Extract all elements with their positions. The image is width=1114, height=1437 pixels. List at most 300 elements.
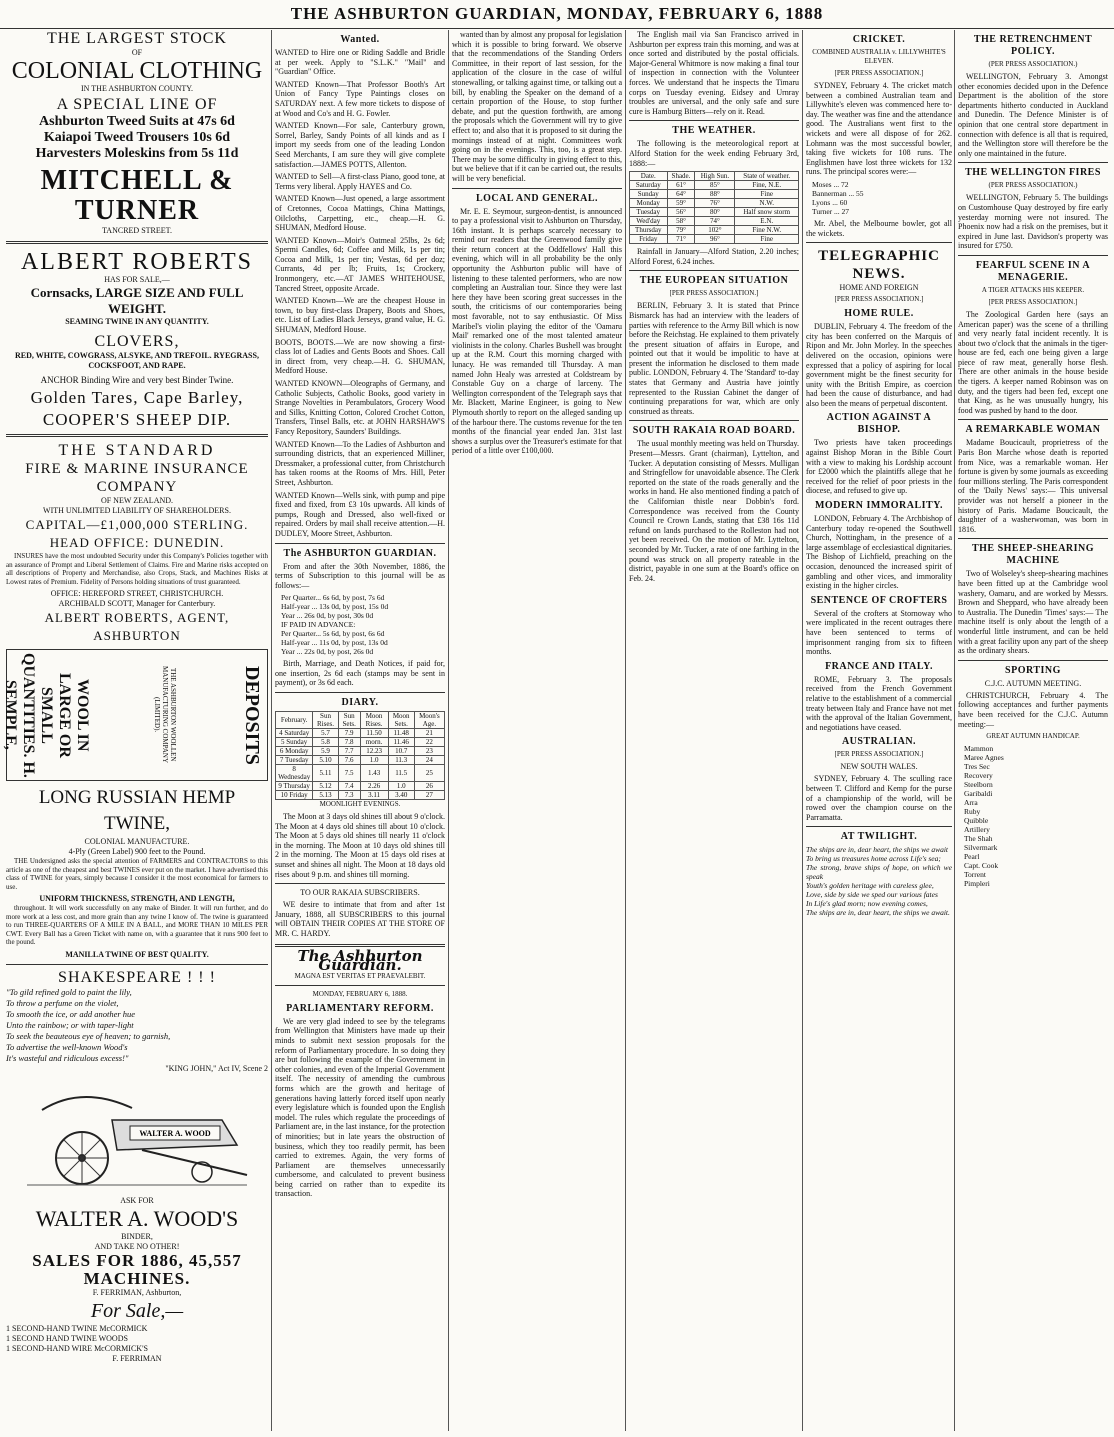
table-cell: 58°	[667, 217, 695, 226]
article-title: FRANCE AND ITALY.	[825, 660, 933, 672]
ad-hemp-twine: LONG RUSSIAN HEMP TWINE,	[38, 787, 236, 834]
classified-ad: WANTED KNOWN—Oleographs of Germany, and Catholic Subjects, Catholic Books, good variety in Strange Novelties in Perambulators, Grocery Wood and Silks, Knitting Cotton, Colored Crochet Cotton, Transfers, Tinsel Balls, etc. at JOHN HARSHAW'S Fancy Repository, Saunders' Buildings.	[275, 379, 445, 436]
divider	[6, 964, 268, 965]
table-header-cell: State of weather.	[735, 172, 799, 181]
table-cell: 85°	[695, 181, 735, 190]
article-title: A REMARKABLE WOMAN	[965, 424, 1101, 436]
horse-name: Silvermark	[964, 843, 998, 853]
ad-heading: FIRE & MARINE INSURANCE COMPANY	[25, 461, 249, 495]
table-cell: Saturday	[630, 181, 668, 190]
telegraphic-news-title: TELEGRAPHIC NEWS.	[818, 248, 940, 283]
cricket-score: Lyons ... 60	[812, 197, 848, 207]
article-title: ACTION AGAINST A BISHOP.	[826, 412, 932, 436]
article-body: WE desire to intimate that from and after 1st January, 1888, all SUBSCRIBERS to this journal will OBTAIN THEIR COPIES AT THE STORE OF MR. C. HARDY.	[275, 900, 445, 938]
ad-largest-stock: THE LARGEST STOCK	[47, 30, 227, 47]
horse-name: Garibaldi	[964, 789, 993, 799]
section-subheading: (PER PRESS ASSOCIATION.)	[988, 60, 1078, 68]
ad-text: 4-Ply (Green Label) 900 feet to the Pound.	[68, 847, 206, 856]
article-title: THE WELLINGTON FIRES	[965, 167, 1101, 179]
table-row	[276, 782, 445, 791]
section-subheading: (PER PRESS ASSOCIATION.)	[988, 181, 1078, 190]
twilight-poem	[806, 845, 952, 917]
section-heading: Wanted.	[340, 34, 380, 45]
divider	[6, 241, 268, 244]
ad-heading: THE STANDARD	[58, 442, 216, 459]
article-body: Mr. Abel, the Melbourne bowler, got all the wickets.	[806, 218, 952, 238]
table-cell: 7.4	[338, 782, 360, 791]
section-subheading: [PER PRESS ASSOCIATION.]	[834, 750, 924, 759]
article-body: Rainfall in January—Alford Station, 2.20 inches; Alford Forest, 6.24 inches.	[629, 247, 799, 266]
horse-name: Quibble	[964, 816, 989, 826]
poem-line: In Life's glad morn; now evening comes,	[806, 899, 928, 909]
ad-mitchell-turner: MITCHELL & TURNER	[40, 165, 234, 226]
for-sale-item: 1 SECOND-HAND TWINE McCORMICK	[6, 1323, 148, 1333]
table-cell: 79°	[667, 226, 695, 235]
section-subheading: TO OUR RAKAIA SUBSCRIBERS.	[300, 888, 420, 898]
paper-motto: MAGNA EST VERITAS ET PRAEVALEBIT.	[294, 971, 426, 980]
ad-text: WITH UNLIMITED LIABILITY OF SHAREHOLDERS.	[43, 506, 231, 515]
table-cell: 74°	[695, 217, 735, 226]
ad-line: Harvesters Moleskins from 5s 11d	[35, 146, 239, 161]
table-header-cell: Moon Rises.	[360, 712, 388, 729]
ad-text: SEAMING TWINE IN ANY QUANTITY.	[65, 317, 209, 326]
ad-text: HAS FOR SALE,—	[104, 275, 170, 284]
article-body: Madame Boucicault, proprietress of the Paris Bon Marche whose death is reported from Nice, was a remarkable woman. Her fortune is given by some journals as exceeding four millions sterling. The Paris correspondent of the 'Daily News' says:— This universal provider was not herself a pioneer in the history of Paris. Madame Boucicault, the daughter of a washerwoman, was born in 1816.	[958, 438, 1108, 534]
table-header-cell: Moon's Age.	[414, 712, 444, 729]
ad-for-sale: For Sale,—	[90, 1299, 184, 1322]
table-header-cell: Sun Rises.	[313, 712, 338, 729]
article-title: HOME RULE.	[844, 308, 914, 320]
ad-text: UNIFORM THICKNESS, STRENGTH, AND LENGTH,	[39, 894, 235, 903]
article-title: SENTENCE OF CROFTERS	[810, 594, 948, 606]
table-row	[630, 235, 799, 244]
article-title: THE RETRENCHMENT POLICY.	[973, 34, 1093, 57]
table-cell: 11.50	[360, 729, 388, 738]
article-title: THE WEATHER.	[672, 125, 756, 137]
divider	[958, 660, 1108, 661]
table-cell: Friday	[630, 235, 668, 244]
article-body: WELLINGTON, February 5. The buildings on Customhouse Quay destroyed by fire early yesterday morning were not insured. The Phoenix now had a risk on the premises, but it expired in June last. Davidson's property was insured for £750.	[958, 193, 1108, 251]
ad-albert-roberts: ALBERT ROBERTS	[20, 249, 254, 275]
classified-list	[275, 48, 445, 539]
table-cell: Fine N.W.	[735, 226, 799, 235]
article-body: The usual monthly meeting was held on Thursday. Present—Messrs. Grant (chairman), Lyttelton, and Tucker. A deputation consisting of Messrs. Mulligan and Stringfellow for unavoidable absence. The Clerk reported on the state of the roads generally and the works in hand. He also mentioned finding a patch of the Californian thistle near Dobbin's ford. Correspondence was received from the County Council re Crown Lands, stating that £38 16s 11d refund on lands purchased to the Rolleston had not yet been received. On the motion of Mr. Lyttelton, seconded by Mr. Tucker, a rate of one farthing in the pound was struck on all property rateable in the district, payable in one sum at the Board's office on Feb. 24.	[629, 439, 799, 583]
article-body: wanted than by almost any proposal for legislation which it is possible to bring forward. We observe that the recommendations of the Standing Orders Committee, in their report of last session, for the application of the closure in the case of wilful stonewalling, or talking against time, or talking out a bill, by enabling the Speaker on the demand of a certain proportion of the House, to stop further debate, and put the question forthwith, are among the proposals which the Government will try to give effect to; and also that it is proposed to sit during the mornings instead of at night. Committees work going on in the evenings. This, too, is a great step. There may be some difficulty in giving effect to this, but we believe that if it can be carried out, the results will be very beneficial.	[452, 30, 622, 183]
subscription-rate: Half-year ... 13s 0d, by post, 15s 0d	[281, 602, 389, 612]
classified-ad: WANTED Known—To the Ladies of Ashburton and surrounding districts, that an experienced Milliner, Dressmaker, a professional cutter, from Christchurch has taken rooms at the Rooms of Mrs. Hill, Peter Street, Ashburton.	[275, 439, 445, 487]
horse-name: Arra	[964, 798, 978, 808]
divider	[629, 120, 799, 121]
table-cell: N.W.	[735, 199, 799, 208]
ad-heading: CAPITAL—£1,000,000 STERLING.	[25, 517, 249, 532]
poem-line: Unto the rainbow; or with taper-light	[6, 1019, 134, 1030]
table-row	[630, 190, 799, 199]
table-cell: 22	[414, 738, 444, 747]
table-cell: 71°	[667, 235, 695, 244]
table-cell: 59°	[667, 199, 695, 208]
ad-sales: SALES FOR 1886, 45,557 MACHINES.	[32, 1250, 242, 1288]
classifieds-column	[275, 30, 445, 1431]
section-subheading: A TIGER ATTACKS HIS KEEPER.	[981, 285, 1085, 294]
table-cell: 5.9	[313, 747, 338, 756]
classified-ad: WANTED Known—Just opened, a large assortment of Cretonnes, Cocoa Mattings, China Mattings, Oilcloths, Carpetting, etc., cheap.—H. G. SHUMAN, Medford House.	[275, 194, 445, 233]
table-cell: 21	[414, 729, 444, 738]
table-cell: 76°	[695, 199, 735, 208]
news-column	[452, 30, 622, 1431]
table-row	[630, 181, 799, 190]
table-cell: 7.3	[338, 791, 360, 800]
table-cell: 25	[414, 765, 444, 782]
table-cell: 10.7	[388, 747, 414, 756]
horse-name: The Shah	[964, 834, 993, 844]
subscription-rate: Per Quarter... 5s 6d, by post, 6s 6d	[281, 629, 385, 639]
table-cell: 8 Wednesday	[276, 765, 313, 782]
classified-ad: WANTED to Sell—A first-class Piano, good tone, at Terms very liberal. Apply HAYES and Co.	[275, 172, 445, 191]
article-body: ROME, February 3. The proposals received from the French Government relative to the establishment of a commercial treaty between Italy and France have not met with the approval of the Italian Government, and negotiations have ceased.	[806, 674, 952, 732]
table-cell: 1.0	[388, 782, 414, 791]
table-cell: 9 Thursday	[276, 782, 313, 791]
news-column	[958, 30, 1108, 1431]
table-cell: Tuesday	[630, 208, 668, 217]
table-cell: 7.5	[338, 765, 360, 782]
ad-line: Ashburton Tweed Suits at 47s 6d	[39, 114, 235, 129]
table-cell: 80°	[695, 208, 735, 217]
table-header-cell: High Sun.	[695, 172, 735, 181]
poem-line: Youth's golden heritage with careless glee,	[806, 881, 934, 891]
binder-label: WALTER A. WOOD	[139, 1128, 211, 1138]
article-body: WELLINGTON, February 3. Amongst other economies decided upon in the Defence Department is the abolition of the store departments hitherto conducted in Auckland and Dunedin. The Defence Minister is of opinion that one central store department in connection with defence is all that is required, and the Wellington store will therefore be the only one maintained in the future.	[958, 72, 1108, 158]
advertisement-column	[2, 30, 268, 1431]
table-cell: 26	[414, 782, 444, 791]
table-cell: Half snow storm	[735, 208, 799, 217]
ad-text: BINDER,	[121, 1231, 153, 1241]
cricket-score: Moses ... 72	[812, 179, 849, 189]
ad-text: OF NEW ZEALAND.	[100, 496, 174, 505]
table-cell: Wed'day	[630, 217, 668, 226]
table-header-cell: Date.	[630, 172, 668, 181]
table-header-cell: Moon Sets.	[388, 712, 414, 729]
horse-name: Maree Agnes	[964, 753, 1004, 763]
ad-text: F. FERRIMAN	[112, 1353, 162, 1363]
ad-text: OFFICE: HEREFORD STREET, CHRISTCHURCH.	[50, 589, 224, 598]
article-title: CRICKET.	[852, 34, 906, 45]
masthead: THE ASHBURTON GUARDIAN, MONDAY, FEBRUARY 6, 1888	[0, 0, 1114, 29]
table-cell: 11.3	[388, 756, 414, 765]
ad-text: AND TAKE NO OTHER!	[94, 1241, 180, 1251]
table-cell: 5.12	[313, 782, 338, 791]
table-cell: 102°	[695, 226, 735, 235]
poem-line: "To gild refined gold to paint the lily,	[6, 986, 132, 997]
ad-text: IN THE ASHBURTON COUNTY.	[81, 84, 193, 93]
poem-line: The ships are in, dear heart, the ships we await.	[806, 908, 950, 918]
table-cell: 12.23	[360, 747, 388, 756]
ad-heading: CLOVERS,	[94, 333, 180, 350]
divider	[275, 985, 445, 986]
paper-title: The Ashburton Guardian.	[297, 946, 423, 975]
classified-ad: WANTED Known—We are the cheapest House in town, to buy first-class Drapery, Boots and Shoes, etc. List of Ladies Black Jerseys, grand value, H. G. SHUMAN, Medford House.	[275, 296, 445, 335]
poem-line: To smooth the ice, or add another hue	[6, 1008, 136, 1019]
section-subheading: [PER PRESS ASSOCIATION.]	[988, 297, 1078, 306]
horse-name: Tres Sec	[964, 762, 990, 772]
table-row	[276, 791, 445, 800]
poem-line: To seek the beauteous eye of heaven; to garnish,	[6, 1030, 171, 1041]
article-title: SPORTING	[1005, 664, 1061, 676]
table-cell: 7.6	[338, 756, 360, 765]
table-cell: Thursday	[630, 226, 668, 235]
article-title: THE EUROPEAN SITUATION	[639, 275, 789, 287]
ad-heading: Golden Tares, Cape Barley,	[30, 388, 244, 407]
cricket-scores	[812, 180, 952, 216]
ad-colonial-clothing: COLONIAL CLOTHING	[11, 58, 263, 84]
table-cell: 6 Monday	[276, 747, 313, 756]
article-body: The following is the meteorological report at Alford Station for the week ending February 3rd, 1888:—	[629, 139, 799, 168]
article-body: Two priests have taken proceedings against Bishop Moran in the Bible Court with a view to making his Lordship account for £2000 which the plaintiffs allege that he received for the relief of poor priests in the diocese, and refused to give up.	[806, 438, 952, 496]
table-cell: 5.7	[313, 729, 338, 738]
ad-heading: ALBERT ROBERTS, AGENT, ASHBURTON	[44, 610, 230, 643]
table-cell: 3.11	[360, 791, 388, 800]
subscription-rate: IF PAID IN ADVANCE:	[281, 620, 356, 630]
ad-text: MANILLA TWINE OF BEST QUALITY.	[65, 949, 209, 959]
article-body: SYDNEY, February 4. The cricket match between a combined Australian team and Lillywhite's eleven was commenced here to-day. The weather was fine and the attendance good. The Australians went first to the wickets and were all dispose of for 262. Lohmann was the most successful bowler, taking five wickets for 108 runs. The Englishmen have lost three wickets for 132 runs. The principal scores were:—	[806, 81, 952, 177]
subscription-rate: Half-year ... 11s 0d, by post, 13s 0d	[281, 638, 388, 648]
horse-name: Pearl	[964, 852, 980, 862]
article-body: Mr. E. E. Seymour, surgeon-dentist, is announced to pay a professional visit to Ashburton on Thursday, 16th instant. It is perhaps scarcely necessary to remind our readers that the Greenwood family give their return concert at the Oddfellows' Hall this evening, which will in all probability be the only opportunity the Ashburton public will have of listening to these talented performers, who are now completing an Australian tour. Since they were last here they have been scoring great successes in the south, the criticisms of our contemporaries being most favorable, not to say enthusiastic. Of Miss Maribel's violin playing the editor of the 'Oamaru Mail' remarked one of the most talented amateur violinists in the colony. Charles Bushell was brought up at the R.M. Court this morning charged with lunacy. He was remanded till Thursday. A man named John Healy was arrested at Coldstream by Constable Guy on a charge of larceny. The Wellington correspondent of the Telegraph says that Mr. Blackett, Marine Engineer, is going to New Plymouth shortly to report on the alleged sanding up of the harbour there. The customs revenue for the ten months of the financial year ended Jan. 31st last shows a surplus over the Treasurer's estimate for that period of a little over £100,000.	[452, 206, 623, 456]
section-subheading: GREAT AUTUMN HANDICAP.	[986, 732, 1080, 741]
horse-name: Steelborn	[964, 780, 993, 790]
ad-text: COLONIAL MANUFACTURE.	[84, 837, 190, 846]
table-row	[630, 199, 799, 208]
divider	[629, 270, 799, 271]
article-body: Birth, Marriage, and Death Notices, if paid for, one insertion, 2s 6d each (stamps may be sent in payment), or 3s 6d each.	[275, 659, 445, 688]
table-cell: Fine	[735, 235, 799, 244]
poem-quote	[6, 987, 268, 1064]
subscription-rate: Year ... 26s 0d, by post, 30s 0d	[281, 611, 374, 621]
divider	[629, 420, 799, 421]
article-title: PARLIAMENTARY REFORM.	[286, 1002, 434, 1014]
for-sale-item: 1 SECOND-HAND WIRE McCORMICK'S	[6, 1343, 148, 1353]
section-subheading: [PER PRESS ASSOCIATION.]	[834, 295, 924, 304]
section-subheading: [PER PRESS ASSOCIATION.]	[669, 289, 759, 298]
table-cell: E.N.	[735, 217, 799, 226]
section-subheading: MOONLIGHT EVENINGS.	[319, 800, 401, 809]
divider	[452, 188, 622, 189]
poem-line: Love, side by side we sped our various fates	[806, 890, 938, 900]
news-column	[629, 30, 799, 1431]
diary-table	[275, 711, 445, 800]
article-title: AUSTRALIAN.	[841, 736, 917, 748]
divider	[958, 419, 1108, 420]
cricket-score: Bannerman ... 55	[812, 188, 864, 198]
column-rule	[448, 30, 449, 1431]
article-body: BERLIN, February 3. It is stated that Prince Bismarck has had an interview with the leaders of parties with reference to the Army Bill which is now before the Reichstag. He explained to them privately the present situation of affairs in Europe, and pointed out that it would be impolitic to have at present the information he disclosed to them made public. LONDON, February 4. The 'Standard' to-day states that Germany and Austria have jointly represented to the Russian Cabinet the danger of continuing preparations for war, which are only construed as threats.	[629, 301, 799, 416]
table-cell: 61°	[667, 181, 695, 190]
table-cell: 7.8	[338, 738, 360, 747]
classified-ad: WANTED Known—Moir's Oatmeal 25lbs, 2s 6d; Spermi Candles, 6d; Coffee and Milk, 1s per tin; Cocoa and Milk, 1s per tin; Vestas, 6d per doz; Currants, 4d per lb; Fruits, 1s; Crockery, Ironmongery, etc.—AT JAMES WHITEHOUSE, Tancred Street, opposite Arcade.	[275, 235, 445, 293]
classified-ad: BOOTS, BOOTS.—We are now showing a first-class lot of Ladies and Gents Boots and Shoes. Call in direct from, very cheap.—H. G. SHUMAN, Medford House.	[275, 337, 445, 376]
horse-name: Pimpleri	[964, 879, 990, 889]
ad-text: F. FERRIMAN, Ashburton,	[92, 1287, 182, 1297]
horse-name: Artillery	[964, 825, 990, 835]
subscription-rate: Per Quarter... 6s 6d, by post, 7s 6d	[281, 593, 385, 603]
column-rule	[271, 30, 272, 1431]
ad-shakespeare: SHAKESPEARE ! ! !	[58, 968, 216, 986]
poem-attribution: "KING JOHN," Act IV, Scene 2	[165, 1063, 268, 1073]
table-cell: 10 Friday	[276, 791, 313, 800]
ad-text: ARCHIBALD SCOTT, Manager for Canterbury.	[58, 599, 216, 608]
poem-line: To bring us treasures home across Life's sea;	[806, 854, 941, 864]
table-cell: morn.	[360, 738, 388, 747]
poem-line: It's wasteful and ridiculous excess!"	[6, 1052, 129, 1063]
article-body: We are very glad indeed to see by the telegrams from Wellington that Ministers have made up their minds to submit next session proposals for the reform of Parliamentary procedure. In so doing they are but following the example of the Government in other colonies, and even of the Imperial Government itself. The necessity of amending the cumbrous forms which are the growth and heritage of generations having latterly forced itself upon nearly every legislature which is founded upon the English model. The rules which regulate the proceedings of Parliament are, in the last instance, for the protection of minorities; but in late years the obstruction of business, which they too readily permit, has been carried to extremes. Again, the very forms of Parliament are themselves unnecessarily cumbersome, and calculated to prevent business being carried on rather than to expedite its transaction.	[275, 1016, 445, 1199]
table-cell: 56°	[667, 208, 695, 217]
article-body: DUBLIN, February 4. The freedom of the city has been conferred on the Marquis of Ripon and Mr. John Morley. In the speeches delivered on the occasion, opinions were expressed that a policy of aspiring for local government might be the finest security for unity with the British Empire, as coercion had been the cause of disturbance, and had also been the means of perpetual discontent.	[806, 322, 952, 408]
horse-name: Capt. Cook	[964, 861, 999, 871]
article-body: Two of Wolseley's sheep-shearing machines have been fitted up at the Cambridge wool washery, Oamaru, and are worked by Messrs. Brown and Sheppard, who have already been to Australia. The Dunedin 'Times' says:— The machine itself is only about the length of a wonderful little instrument, and can be held with a great facility upon any part of the sheep as the ordinary shears.	[958, 569, 1108, 656]
column-rule	[625, 30, 626, 1431]
ad-line: Cornsacks, LARGE SIZE AND FULL WEIGHT.	[30, 285, 244, 316]
table-row	[630, 217, 799, 226]
ad-text: RED, WHITE, COWGRASS, ALSYKE, AND TREFOIL. RYEGRASS, COCKSFOOT, AND RAPE.	[15, 351, 259, 370]
table-row	[276, 747, 445, 756]
classified-ad: WANTED to Hire one or Riding Saddle and Bridle at per week. Apply to "S.L.K." "Mail" and "Guardian" Office.	[275, 48, 445, 77]
table-cell: 3.40	[388, 791, 414, 800]
ad-body: throughout. It will work successfully on any make of Binder. It will run further, and do more work at a less cost, and more grain than any twine I know of. The twine is guaranteed to run THREE-QUARTERS OF A MILE IN A BALL, and MORE THAN 10 MILES PER CWT. Every Ball has a Green Ticket with name on, with a guarantee that it runs 900 feet to the pound.	[6, 904, 268, 946]
ad-woollen-company: THE ASHBURTON WOOLLEN MANUFACTURING COMPANY (LIMITED).	[153, 666, 177, 764]
divider	[958, 255, 1108, 256]
ad-text: ASK FOR	[120, 1195, 154, 1205]
section-subheading: HOME AND FOREIGN	[839, 283, 919, 293]
table-cell: Sunday	[630, 190, 668, 199]
article-body: SYDNEY, February 4. The sculling race between T. Clifford and Kemp for the purse of a championship of the world, will be rowed over the champion course on the Parramatta.	[806, 774, 952, 822]
classified-ad: WANTED Known—Wells sink, with pump and pipe fixed and fixed, from £3 10s upwards. All kinds of pumps, Rough and Dressed, also well-fixed or repaired. Orders by mail shall receive attention.—H. DUDLEY, Moore Street, Ashburton.	[275, 490, 445, 538]
table-header-cell: Shade.	[667, 172, 695, 181]
divider	[806, 826, 952, 827]
for-sale-item: 1 SECOND HAND TWINE WOODS	[6, 1333, 128, 1343]
table-cell: 5.11	[313, 765, 338, 782]
horse-name: Torrent	[964, 870, 986, 880]
ad-walter-wood: WALTER A. WOOD'S	[35, 1205, 239, 1231]
table-cell: 5 Sunday	[276, 738, 313, 747]
divider	[275, 543, 445, 544]
ad-body: INSURES have the most undoubted Security under this Company's Policies together with an assurance of Prompt and Liberal Settlement of Claims. Fire and Marine risks accepted on all descriptions of Property and Merchandise, also Crops, Stack, and Machines Risks at Lowest rates of Premium. Fidelity of Persons holding situations of trust guaranteed.	[6, 552, 268, 586]
table-cell: 11.5	[388, 765, 414, 782]
table-cell: 1.43	[360, 765, 388, 782]
article-body: The Moon at 3 days old shines till about 9 o'clock. The Moon at 4 days old shines till about 10 o'clock. The Moon at 5 days old shines till nearly 11 o'clock in the morning. The Moon at 10 days old shines till 2 in the morning. The Moon at 15 days old rises at sunset and shines all night. The Moon at 18 days old rises about 9 p.m. and shines till morning.	[275, 812, 445, 879]
table-row	[630, 226, 799, 235]
divider	[806, 242, 952, 243]
article-body: The Zoological Garden here (says an American paper) was the scene of a thrilling and very nearly fatal incident recently. It is about two o'clock that the animals in the tiger-house are fed, each one being given a large piece of raw meat, generally horse flesh. There are other animals in the house beside the tigers. A keeper named Robinson was on duty, and the tigers had been fed, except one that King, as he was unusually hungry, his food was pushed by hand to the door.	[958, 309, 1108, 415]
table-header-cell: Sun Sets.	[338, 712, 360, 729]
ad-address: TANCRED STREET.	[102, 226, 172, 235]
ad-heading: COOPER'S SHEEP DIP.	[42, 410, 232, 429]
divider	[958, 162, 1108, 163]
ad-heading: HEAD OFFICE: DUNEDIN.	[49, 535, 225, 550]
table-cell: 64°	[667, 190, 695, 199]
paper-date: MONDAY, FEBRUARY 6, 1888.	[312, 989, 408, 998]
reaper-binder-illustration	[22, 1080, 252, 1190]
table-cell: 7.9	[338, 729, 360, 738]
table-cell: Fine	[735, 190, 799, 199]
article-title: LOCAL AND GENERAL.	[475, 192, 599, 204]
ad-deposits: DEPOSITS	[241, 665, 263, 765]
section-subheading: C.J.C. AUTUMN MEETING.	[984, 678, 1082, 688]
table-cell: 88°	[695, 190, 735, 199]
divider	[275, 883, 445, 884]
table-cell: 1.0	[360, 756, 388, 765]
news-column	[806, 30, 952, 1431]
table-row	[276, 756, 445, 765]
ad-text: OF	[131, 48, 143, 57]
table-cell: Monday	[630, 199, 668, 208]
table-row	[276, 738, 445, 747]
article-body: From and after the 30th November, 1886, the terms of Subscription to this journal will be as follows:—	[275, 561, 445, 590]
table-cell: 4 Saturday	[276, 729, 313, 738]
poem-line: The strong, brave ships of hope, on which we speak	[806, 863, 952, 882]
article-title: THE SHEEP-SHEARING MACHINE	[971, 543, 1095, 567]
poem-line: To throw a perfume on the violet,	[6, 997, 119, 1008]
weather-table	[629, 171, 799, 244]
section-subheading: [PER PRESS ASSOCIATION.]	[834, 69, 924, 77]
horse-name: Mammon	[964, 744, 994, 754]
table-cell: 24	[414, 756, 444, 765]
table-cell: 2.26	[360, 782, 388, 791]
table-cell: Fine, N.E.	[735, 181, 799, 190]
column-rule	[802, 30, 803, 1431]
article-body: CHRISTCHURCH, February 4. The following acceptances and further payments have been received for the C.J.C. Autumn meeting:—	[958, 690, 1108, 729]
article-title: AT TWILIGHT.	[840, 831, 918, 843]
section-subheading: NEW SOUTH WALES.	[840, 762, 918, 772]
subscription-rate: Year ... 22s 0d, by post, 26s 0d	[281, 647, 374, 657]
cricket-score: Turner ... 27	[812, 206, 850, 216]
article-body: The English mail via San Francisco arrived in Ashburton per express train this morning, and was at once sorted and distributed by the postal officials. Major-General Whitmore is now making a final tour of inspection in connection with the Volunteer forces. We understand that he inspects the Timaru corps on Tuesday evening. Eidsey and Urnray troubles are universal, and the only safe and sure cure is Hamburg Bitters—rely on it. Read.	[629, 30, 799, 116]
horse-list	[964, 744, 1108, 888]
poem-line: The ships are in, dear heart, the ships we await	[806, 845, 949, 855]
article-title: FEARFUL SCENE IN A MENAGERIE.	[975, 259, 1091, 283]
ad-text: ANCHOR Binding Wire and very best Binder Twine.	[40, 375, 234, 385]
section-subheading: COMBINED AUSTRALIA v. LILLYWHITE'S ELEVEN.	[812, 48, 946, 65]
rotated-ads-block	[2, 649, 268, 781]
ad-heading: A SPECIAL LINE OF	[56, 96, 218, 113]
classified-ad: WANTED Known—For sale, Canterbury grown, Sorrel, Barley, Sandy Points of all kinds and as I import my seeds from one of the leading London Seed Merchants, I am sure they will give complete satisfaction.—JAMES POTTS, Allenton.	[275, 121, 445, 169]
column-rule	[954, 30, 955, 1431]
section-heading: The ASHBURTON GUARDIAN.	[283, 547, 437, 559]
table-header-cell: February.	[276, 712, 313, 729]
table-cell: 5.8	[313, 738, 338, 747]
table-cell: 27	[414, 791, 444, 800]
divider	[6, 434, 268, 437]
table-cell: 7 Tuesday	[276, 756, 313, 765]
table-cell: 5.13	[313, 791, 338, 800]
table-row	[276, 765, 445, 782]
ad-wool: WOOL IN LARGE OR SMALL QUANTITIES. H. SEMPLE,	[2, 652, 91, 778]
table-cell: 96°	[695, 235, 735, 244]
divider	[275, 692, 445, 693]
article-title: SOUTH RAKAIA ROAD BOARD.	[632, 425, 796, 437]
table-row	[276, 729, 445, 738]
article-body: Several of the crofters at Stornoway who were implicated in the recent outrages there have been sentenced to terms of imprisonment ranging from six to fifteen months.	[806, 608, 952, 657]
table-cell: 11.46	[388, 738, 414, 747]
table-cell: 5.10	[313, 756, 338, 765]
ad-line: Kaiapoi Tweed Trousers 10s 6d	[43, 130, 231, 145]
table-cell: 11.48	[388, 729, 414, 738]
ad-body: THE Undersigned asks the special attention of FARMERS and CONTRACTORS to this article as one of the cheapest and best TWINES ever put on the market. I have advertised this class of TWINE for years, simply because I consider it the most economical for farmers to use.	[6, 857, 268, 891]
divider	[958, 538, 1108, 539]
classified-ad: WANTED Known—That Professor Booth's Art Union of Fancy Type Paintings closes on SATURDAY next. A few more tickets to dispose of at Wood and Co's and H. G. Fowler.	[275, 79, 445, 118]
horse-name: Ruby	[964, 807, 981, 817]
table-cell: 23	[414, 747, 444, 756]
article-body: LONDON, February 4. The Archbishop of Canterbury today re-opened the Southwell Church, Nottingham, in the presence of a large assemblage of ecclesiastical dignitaries. The Bishop of Lichfield, preaching on the occasion, denounced the increased spirit of gambling and other vices, and immorality existing in the higher circles.	[806, 514, 952, 591]
horse-name: Recovery	[964, 771, 993, 781]
